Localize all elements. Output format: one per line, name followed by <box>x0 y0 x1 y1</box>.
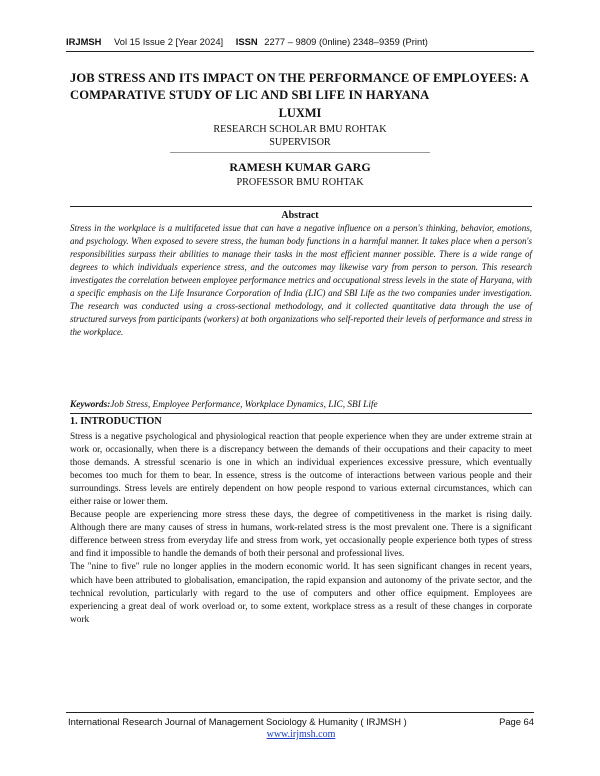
keywords <box>70 400 532 410</box>
issn-numbers: 2277 – 9809 (0nline) 2348–9359 (Print) <box>264 36 428 47</box>
paragraph: The "nine to five" rule no longer applies in the modern economic world. It has seen significant changes in recent years, which have been attributed to globalisation, emancipation, the rapid expansion and autonomy of the private sector, and the technical revolution, particularly with regard to the use of computers and other office equipment. Employees are experiencing a great deal of work overload or, to some extent, workplace stress as a result of these changes in corporate work <box>70 562 532 625</box>
author-name: LUXMI <box>278 106 322 120</box>
title-line-2: COMPARATIVE STUDY OF LIC AND SBI LIFE IN HARYANA <box>70 88 430 102</box>
footer-rule <box>66 712 534 713</box>
paragraph: Stress is a negative psychological and physiological reaction that people experience when they are under extreme strain at work or, occasionally, when there is a discrepancy between the demands of their occupations and their capacity to meet those demands. A stressful scenario is one in which an individual experiences excessive pressure, which eventually becomes too much for them to bear. In essence, stress is the outcome of interactions between various people and their surroundings. Stress levels are entirely dependent on how people respond to various external circumstances, which can either raise or lower them. <box>70 432 532 508</box>
supervisor-affiliation: PROFESSOR BMU ROHTAK <box>236 177 364 188</box>
page-header <box>66 36 536 47</box>
supervisor-role: SUPERVISOR <box>269 137 331 148</box>
abstract-heading: Abstract <box>281 210 319 221</box>
introduction-body <box>70 431 532 627</box>
supervisor-name: RAMESH KUMAR GARG <box>229 160 371 174</box>
author-divider <box>170 152 430 153</box>
volume-info: Vol 15 Issue 2 [Year 2024] <box>114 36 224 47</box>
paper-title <box>70 70 540 104</box>
abstract-text: Stress in the workplace is a multifaceted issue that can have a negative influence on a person's thinking, behavior, emotions, and psychology. When exposed to severe stress, the human body functions in a harmful manner. It takes place when a person's responsibilities surpass their abilities to manage their tasks in the most efficient manner possible. There is a wide range of degrees to which individuals experience stress, and the outcomes may likewise vary from person to person. This research investigates the correlation between employee performance metrics and occupational stress levels in the state of Haryana, with a specific emphasis on the Life Insurance Corporation of India (LIC) and SBI Life as the two companies under investigation. The research was conducted using a cross-sectional methodology, and it collected quantitative data through the use of structured surveys from participants (workers) at both organizations who self-reported their levels of performance and stress in the workplace. <box>70 223 532 338</box>
section-heading: 1. INTRODUCTION <box>70 416 162 427</box>
keywords-label: Keywords: <box>70 400 111 410</box>
footer-journal-name: International Research Journal of Management Sociology & Humanity ( IRJMSH ) <box>68 716 407 727</box>
header-rule <box>66 51 534 52</box>
author-affiliation: RESEARCH SCHOLAR BMU ROHTAK <box>213 124 387 135</box>
page-number: Page 64 <box>499 716 534 727</box>
title-line-1: JOB STRESS AND ITS IMPACT ON THE PERFORMANCE OF EMPLOYEES: A <box>70 71 529 85</box>
paragraph: Because people are experiencing more stress these days, the degree of competitiveness in the market is rising daily. Although there are many causes of stress in humans, work-related stress is the most prevalent one. There is a significant difference between stress from everyday life and stress from work, yet occasionally people experience both types of stress and find it impossible to handle the demands of both their personal and professional lives. <box>70 510 532 560</box>
journal-link[interactable]: www.irjmsh.com <box>266 729 336 740</box>
keywords-rule <box>70 413 532 414</box>
keywords-value: Job Stress, Employee Performance, Workplace Dynamics, LIC, SBI Life <box>110 400 378 410</box>
journal-abbreviation: IRJMSH <box>66 36 102 47</box>
issn-label: ISSN <box>235 36 258 47</box>
abstract-rule <box>70 206 532 207</box>
